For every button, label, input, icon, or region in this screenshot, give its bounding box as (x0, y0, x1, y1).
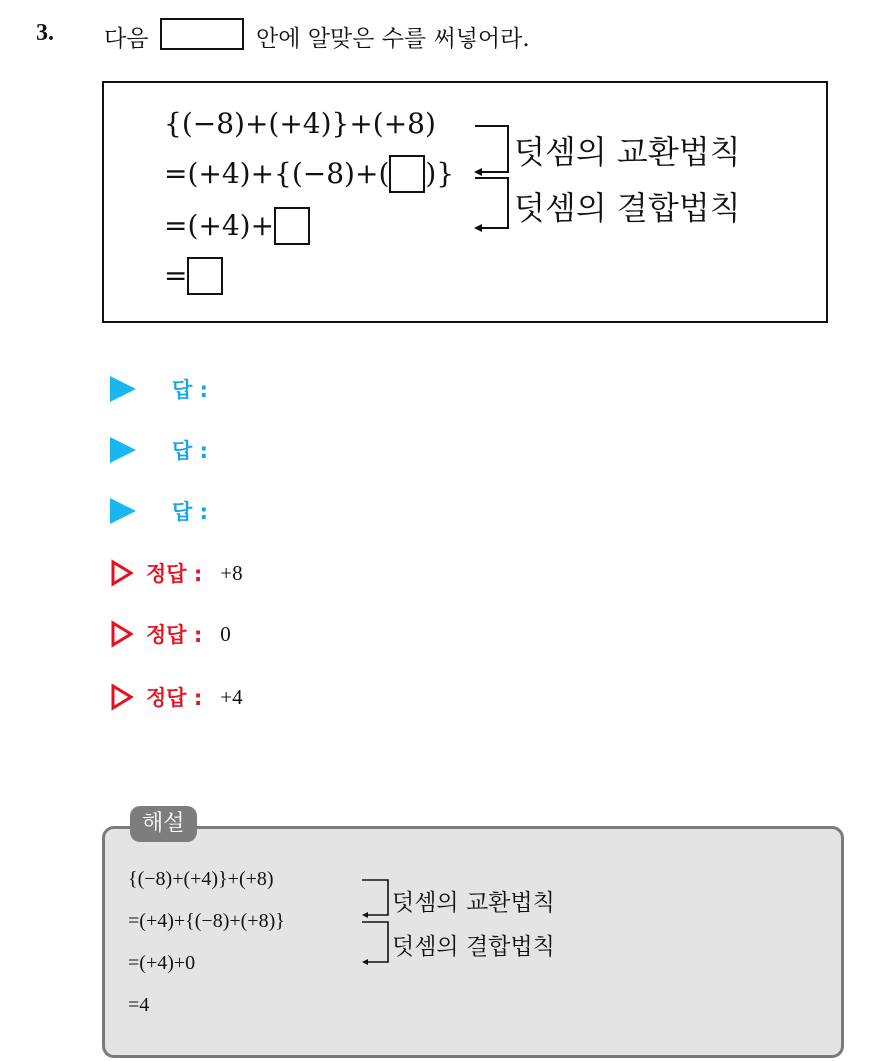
blank-box-3[interactable] (187, 257, 223, 295)
explanation-law-associative: 덧셈의 결합법칙 (392, 934, 555, 960)
problem-bracket-arrows (460, 118, 520, 238)
problem-line-3 (164, 209, 310, 245)
problem-law-associative: 덧셈의 결합법칙 (514, 189, 741, 227)
answer-row-1[interactable] (110, 374, 208, 404)
correct-value: +4 (220, 684, 243, 709)
question-blank-box (160, 18, 244, 50)
answer-label: 답 : (172, 439, 208, 463)
answer-label: 답 : (172, 378, 208, 402)
explanation-line-3: =(+4)+0 (128, 952, 196, 974)
answer-marker-icon (110, 437, 136, 463)
answer-marker-icon (110, 498, 136, 524)
correct-value: +8 (220, 560, 243, 585)
explanation-tag: 해설 (130, 806, 197, 842)
problem-line-1: {(−8)+(+4)}+(+8) (164, 107, 436, 140)
correct-marker-icon (110, 620, 134, 648)
problem-line-2 (164, 157, 454, 193)
correct-answer-row-1 (110, 557, 243, 589)
blank-box-1[interactable] (389, 155, 425, 193)
problem-line-4 (164, 259, 223, 295)
problem-law-commutative: 덧셈의 교환법칙 (514, 133, 741, 171)
question-number: 3. (36, 20, 54, 46)
correct-marker-icon (110, 683, 134, 711)
correct-label: 정답 : (146, 686, 203, 710)
correct-value: 0 (220, 621, 231, 646)
problem-line-4-text: = (164, 259, 188, 292)
blank-box-2[interactable] (274, 207, 310, 245)
correct-label: 정답 : (146, 562, 203, 586)
explanation-law-commutative: 덧셈의 교환법칙 (392, 890, 555, 916)
problem-line-2-right: )} (425, 157, 455, 190)
problem-line-2-left: =(+4)+{(−8)+( (164, 157, 390, 190)
correct-answer-row-3 (110, 681, 243, 713)
correct-label: 정답 : (146, 623, 203, 647)
answer-row-2[interactable] (110, 435, 208, 465)
answer-marker-icon (110, 376, 136, 402)
explanation-line-2: =(+4)+{(−8)+(+8)} (128, 910, 285, 932)
answer-label: 답 : (172, 500, 208, 524)
explanation-line-1: {(−8)+(+4)}+(+8) (128, 868, 274, 890)
correct-marker-icon (110, 559, 134, 587)
correct-answer-row-2 (110, 618, 231, 650)
question-prompt-after: 안에 알맞은 수를 써넣어라. (256, 26, 530, 52)
question-prompt-before: 다음 (104, 26, 149, 52)
explanation-line-4: =4 (128, 994, 150, 1016)
problem-line-3-text: =(+4)+ (164, 209, 275, 242)
explanation-bracket-arrows (352, 872, 396, 972)
answer-row-3[interactable] (110, 496, 208, 526)
